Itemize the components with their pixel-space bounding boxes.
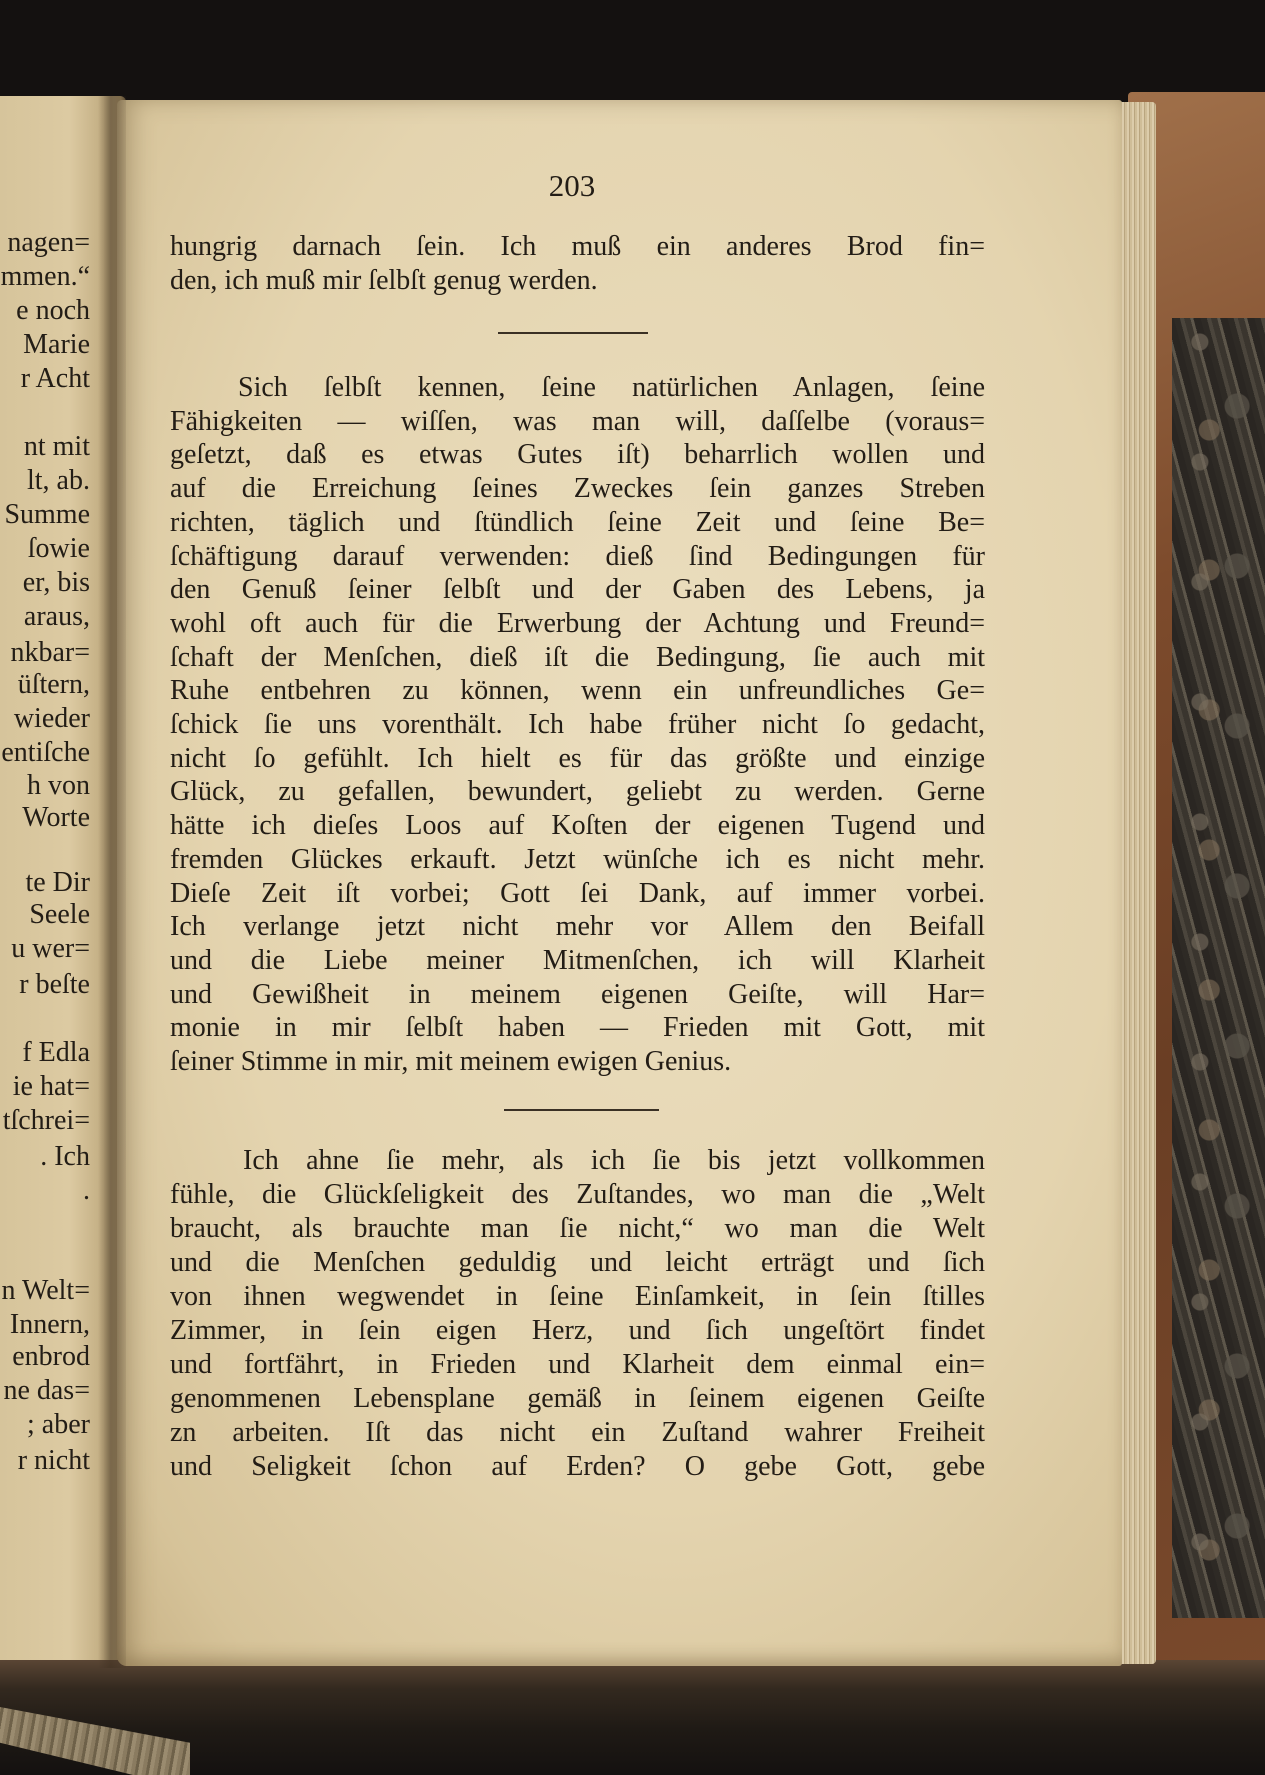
text-line-fragment: nkbar= [10, 637, 90, 668]
text-line-fragment: wieder [13, 703, 90, 734]
text-line: hätte ich dieſes Loos auf Koſten der eigenen Tugend und [170, 810, 985, 842]
text-line-fragment: h von [27, 770, 90, 801]
text-line: zn arbeiten. Iſt das nicht ein Zuſtand wahrer Freiheit [170, 1417, 985, 1448]
text-line-fragment: Marie [23, 329, 90, 360]
text-line: monie in mir ſelbſt haben — Frieden mit Gott, mit [170, 1012, 985, 1044]
text-line: Fähigkeiten — wiſſen, was man will, daſſelbe (voraus= [170, 405, 985, 437]
text-line-fragment: mmen.“ [0, 261, 90, 292]
text-line-fragment: ie hat= [12, 1071, 90, 1102]
text-line-fragment: r nicht [17, 1445, 90, 1476]
text-line: und Seligkeit ſchon auf Erden? O gebe Gott, gebe [170, 1451, 985, 1482]
text-line-fragment: Worte [22, 802, 90, 833]
text-line-fragment: r beſte [19, 969, 90, 1000]
text-line: nicht ſo gefühlt. Ich hielt es für das größte und einzige [170, 742, 985, 774]
text-line: Dieſe Zeit iſt vorbei; Gott ſei Dank, auf immer vorbei. [170, 877, 985, 909]
left-page-text [0, 0, 90, 1775]
text-line: ſchaft der Menſchen, dieß iſt die Bedingung, ſie auch mit [170, 641, 985, 673]
text-line: ſeiner Stimme in mir, mit meinem ewigen Genius. [170, 1046, 732, 1077]
section-divider [498, 332, 648, 334]
text-line: wohl oft auch für die Erwerbung der Achtung und Freund= [170, 607, 985, 639]
text-line: ſchäftigung darauf verwenden: dieß ſind Bedingungen für [170, 540, 985, 572]
text-line-fragment: . [83, 1175, 90, 1206]
text-line-fragment: araus, [23, 601, 90, 632]
text-line: richten, täglich und ſtündlich ſeine Zeit und ſeine Be= [170, 506, 985, 538]
text-line: Ich ahne ſie mehr, als ich ſie bis jetzt vollkommen [243, 1145, 985, 1176]
text-line-fragment: lt, ab. [27, 465, 90, 496]
text-line-fragment: r Acht [20, 363, 90, 394]
text-line-fragment: ; aber [27, 1409, 90, 1440]
text-line-fragment: Summe [4, 499, 90, 530]
text-line-fragment: nt mit [23, 431, 90, 462]
text-line: braucht, als brauchte man ſie nicht,“ wo man die Welt [170, 1213, 985, 1244]
page-number: 203 [548, 168, 596, 203]
text-line: fremden Glückes erkauft. Jetzt wünſche ich es nicht mehr. [170, 843, 985, 875]
text-line-fragment: n Welt= [1, 1275, 90, 1306]
text-line-fragment: u wer= [11, 933, 90, 964]
text-line-fragment: üſtern, [17, 669, 90, 700]
text-line: Ruhe entbehren zu können, wenn ein unfreundliches Ge= [170, 675, 985, 707]
marbled-cover-board [1172, 318, 1265, 1618]
text-line-fragment: e noch [16, 295, 90, 326]
text-line-fragment: er, bis [22, 567, 90, 598]
text-line-fragment: Seele [29, 899, 90, 930]
text-line-fragment: Innern, [9, 1309, 90, 1340]
text-line-fragment: te Dir [25, 867, 90, 898]
text-line: Zimmer, in ſein eigen Herz, und ſich ungeſtört findet [170, 1315, 985, 1346]
text-line: und fortfährt, in Frieden und Klarheit dem einmal ein= [170, 1349, 985, 1380]
text-line-fragment: tſchrei= [2, 1105, 90, 1136]
section-divider [504, 1109, 659, 1111]
text-line: den, ich muß mir ſelbſt genug werden. [170, 265, 598, 296]
text-line-fragment: ſowie [27, 533, 90, 564]
text-line: geſetzt, daß es etwas Gutes iſt) beharrlich wollen und [170, 439, 985, 471]
text-line: den Genuß ſeiner ſelbſt und der Gaben des Lebens, ja [170, 574, 985, 606]
text-line: von ihnen wegwendet in ſeine Einſamkeit, in ſein ſtilles [170, 1281, 985, 1312]
text-line-fragment: . Ich [40, 1141, 90, 1172]
text-line: fühle, die Glückſeligkeit des Zuſtandes, wo man die „Welt [170, 1179, 985, 1210]
text-line: hungrig darnach ſein. Ich muß ein anderes Brod fin= [170, 231, 985, 262]
book-gutter [98, 96, 126, 1668]
text-line-fragment: nagen= [7, 227, 90, 258]
text-line: Ich verlange jetzt nicht mehr vor Allem den Beifall [170, 911, 985, 943]
text-line: Glück, zu gefallen, bewundert, geliebt zu werden. Gerne [170, 776, 985, 808]
text-line: und Gewißheit in meinem eigenen Geiſte, will Har= [170, 978, 985, 1010]
book-page-right [117, 100, 1122, 1666]
text-line: Sich ſelbſt kennen, ſeine natürlichen Anlagen, ſeine [238, 372, 985, 403]
text-line-fragment: entiſche [1, 737, 90, 768]
text-line-fragment: ne das= [3, 1375, 90, 1406]
text-line-fragment: f Edla [22, 1037, 90, 1068]
text-line: ſchick ſie uns vorenthält. Ich habe früher nicht ſo gedacht, [170, 709, 985, 740]
text-line-fragment: enbrod [12, 1341, 90, 1372]
text-line: und die Liebe meiner Mitmenſchen, ich will Klarheit [170, 944, 985, 976]
text-line: und die Menſchen geduldig und leicht erträgt und ſich [170, 1247, 985, 1278]
text-line: auf die Erreichung ſeines Zweckes ſein ganzes Streben [170, 473, 985, 505]
text-line: genommenen Lebensplane gemäß in ſeinem eigenen Geiſte [170, 1383, 985, 1414]
